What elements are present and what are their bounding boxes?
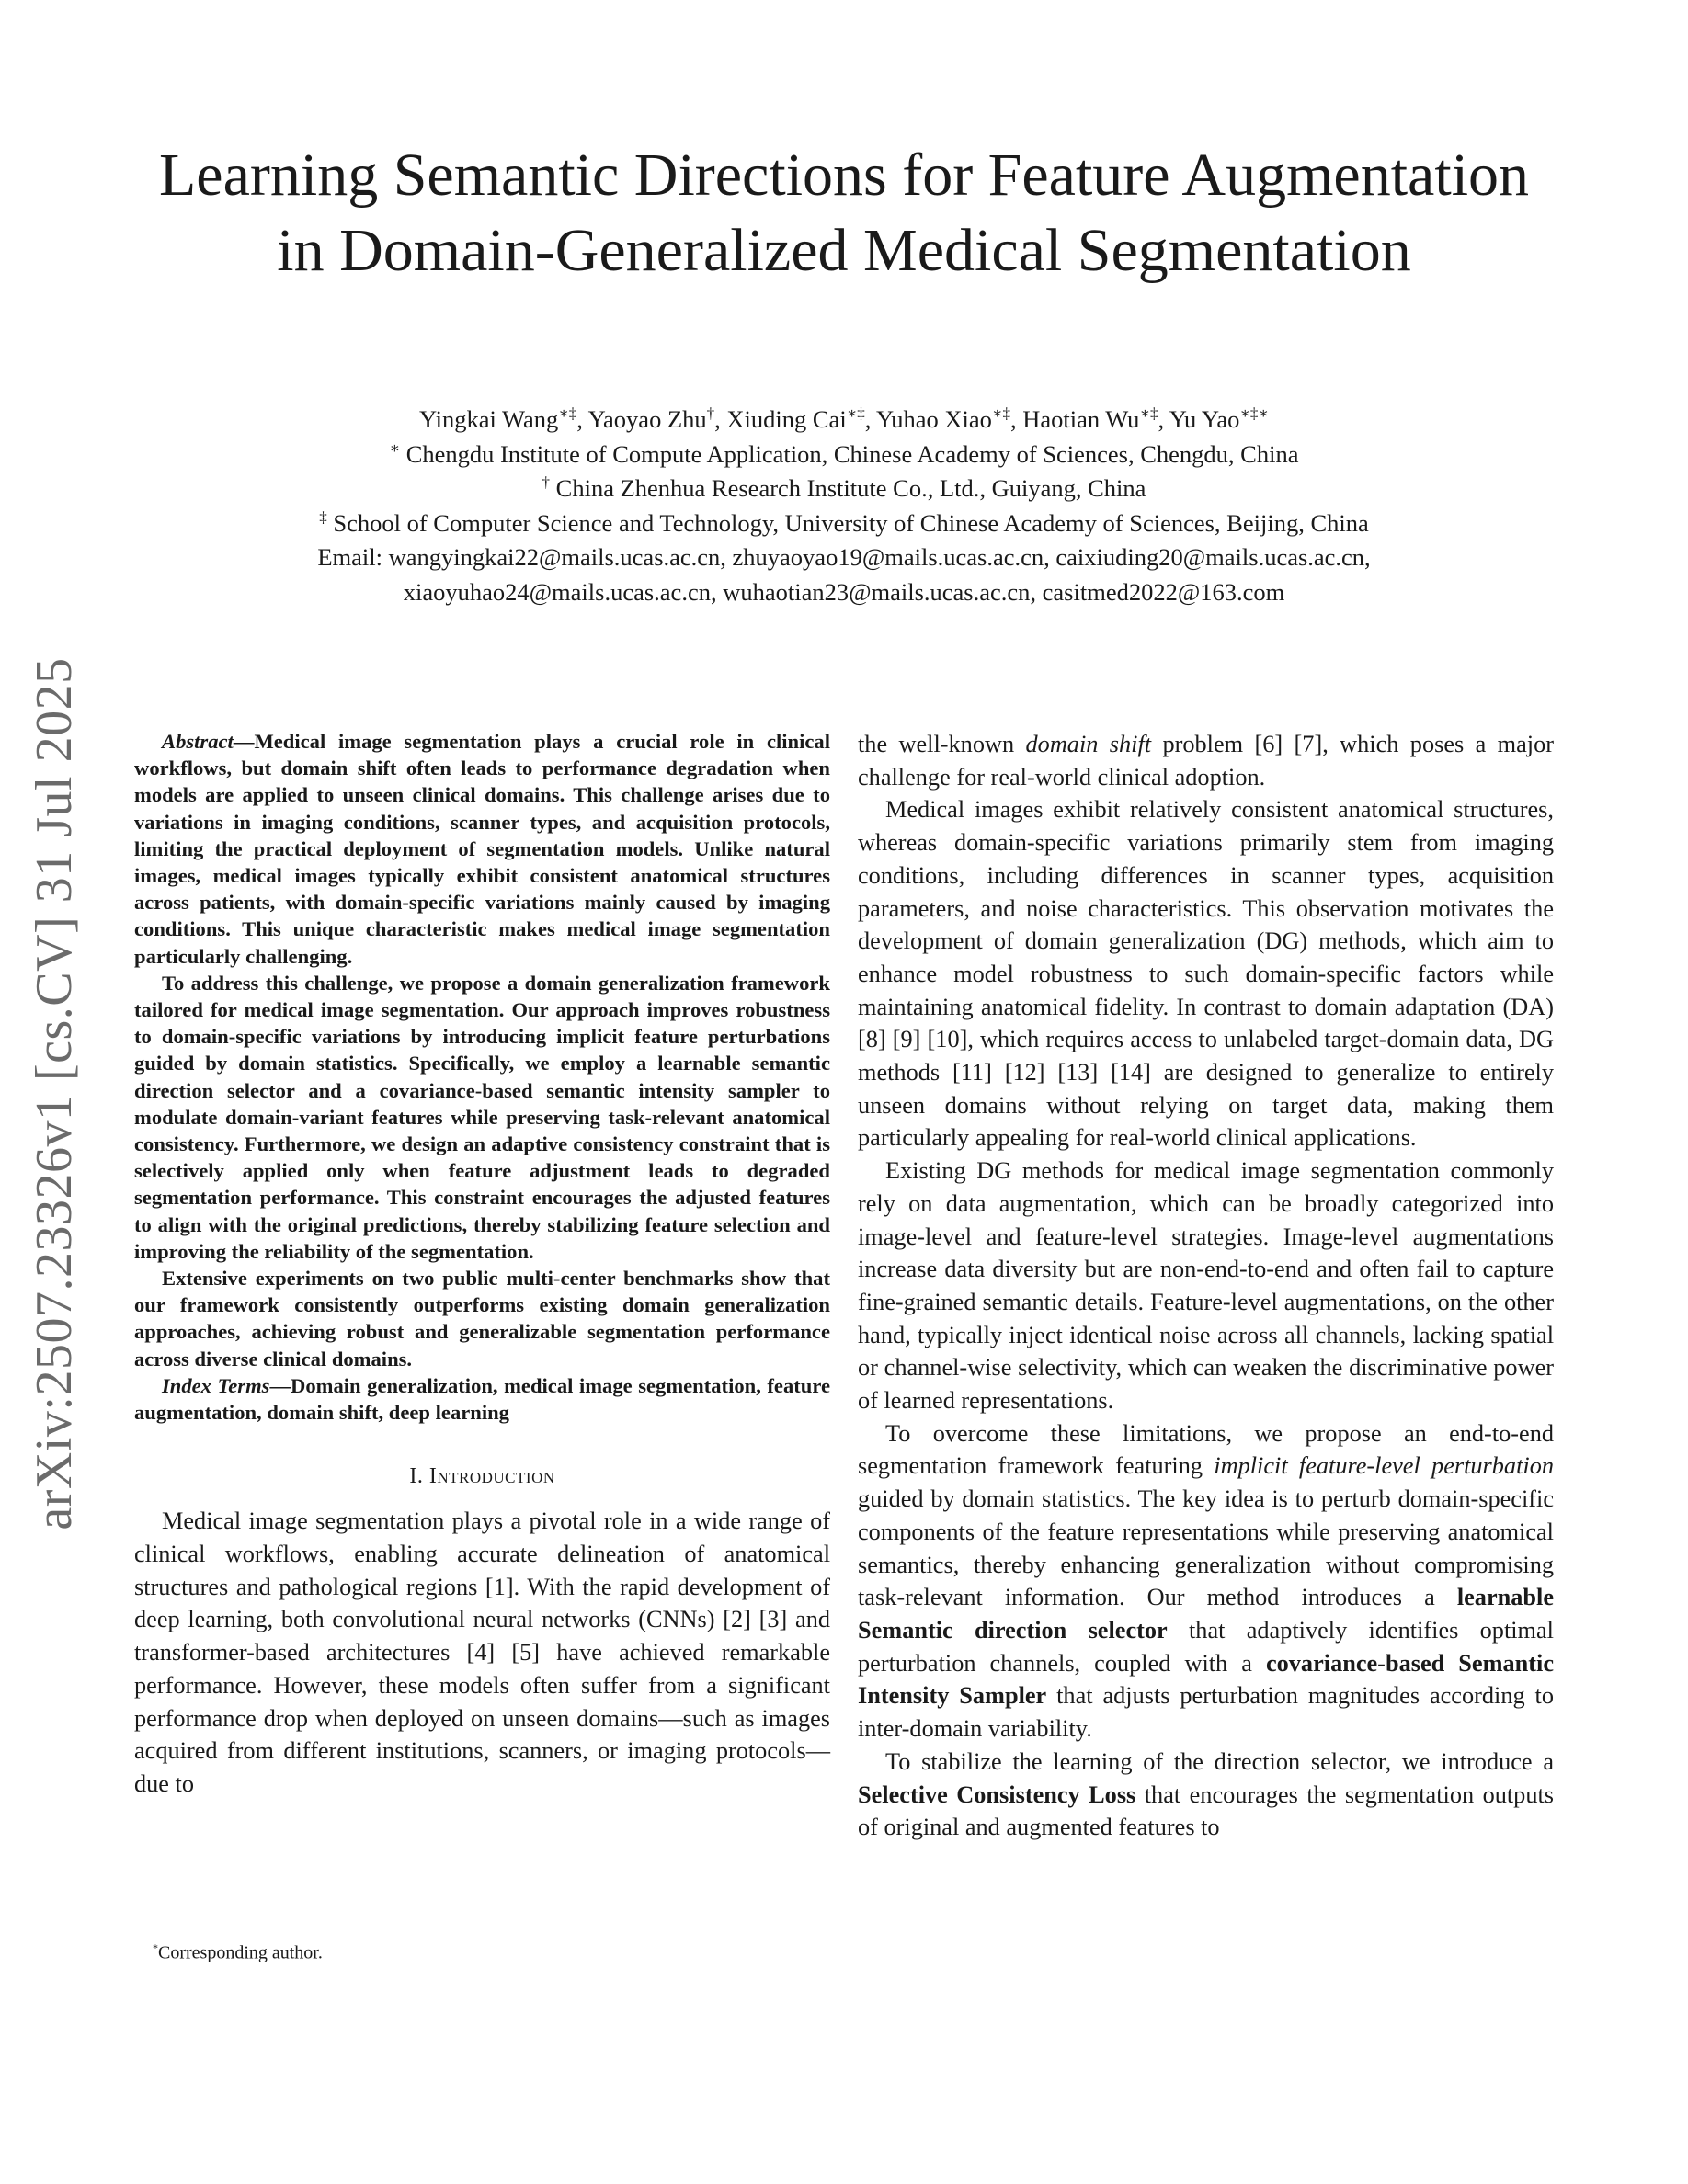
author-names: Yingkai Wang∗‡, Yaoyao Zhu†, Xiuding Cai∗‡, Yuhao Xiao∗‡, Haotian Wu∗‡, Yu Yao∗‡∗ [419, 404, 1269, 433]
author-name: Yingkai Wang [419, 405, 559, 433]
footnote: *Corresponding author. [153, 1941, 323, 1963]
left-column [134, 728, 830, 1801]
arxiv-sidebar [4, 588, 105, 1599]
abstract-paragraph: To address this challenge, we propose a domain generalization framework tailored for medical image segmentation. Our approach improves robustness to domain-specific variations by introducing implicit feature perturbations guided by domain statistics. Specifically, we employ a learnable semantic direction selector and a covariance-based semantic intensity sampler to modulate domain-variant features while preserving task-relevant anatomical consistency. Furthermore, we design an adaptive consistency constraint that is selectively applied only when feature adjustment leads to degraded segmentation performance. This constraint encourages the adjusted features to align with the original predictions, thereby stabilizing feature selection and improving the reliability of the segmentation. [134, 971, 830, 1263]
body-paragraph: To stabilize the learning of the direction selector, we introduce a Selective Consistency Loss that encourages the segmentation outputs of original and augmented features to [858, 1747, 1555, 1841]
author-name: Yu Yao [1169, 405, 1240, 433]
body-paragraph: Existing DG methods for medical image segmentation commonly rely on data augmentation, which can be broadly categorized into image-level and feature-level strategies. Image-level augmentations increase data diversity but are non-end-to-end and often fail to capture fine-grained semantic details. Feature-level augmentations, on the other hand, typically inject identical noise across all channels, lacking spatial or channel-wise selectivity, which can weaken the discriminative power of learned representations. [858, 1157, 1554, 1415]
abstract-paragraph: Abstract—Medical image segmentation plays a crucial role in clinical workflows, but domain shift often leads to performance degradation when models are applied to unseen clinical domains. This challenge arises due to variations in imaging conditions, scanner types, and acquisition protocols, limiting the practical deployment of segmentation models. Unlike natural images, medical images typically exhibit consistent anatomical structures across patients, with domain-specific variations mainly caused by imaging conditions. This unique characteristic makes medical image segmentation particularly challenging. [134, 730, 830, 968]
author-name: Xiuding Cai [726, 405, 847, 433]
section-heading: I. Introduction [409, 1464, 555, 1489]
body-paragraph: To overcome these limitations, we propose an end-to-end segmentation framework featuring implicit feature-level perturbation guided by domain statistics. The key idea is to perturb domain-specific components of the feature representations while preserving anatomical semantics, thereby enhancing generalization without compromising task-relevant information. Our method introduces a learnable Semantic direction selector that adaptively identifies optimal perturbation channels, coupled with a covariance-based Semantic Intensity Sampler that adjusts perturbation magnitudes according to inter-domain variability. [858, 1419, 1554, 1743]
email-line: Email: wangyingkai22@mails.ucas.ac.cn, zhuyaoyao19@mails.ucas.ac.cn, caixiuding20@mails.ucas.ac.cn, [317, 543, 1371, 571]
body-paragraph: Medical images exhibit relatively consistent anatomical structures, whereas domain-specific variations primarily stem from imaging conditions, including differences in scanner types, acquisition parameters, and noise characteristics. This observation motivates the development of domain generalization (DG) methods, which aim to enhance model robustness to such domain-specific factors while maintaining anatomical fidelity. In contrast to domain adaptation (DA) [8] [9] [10], which requires access to unlabeled target-domain data, DG methods [11] [12] [13] [14] are designed to generalize to entirely unseen domains without relying on target data, making them particularly appealing for real-world clinical applications. [858, 796, 1554, 1152]
author-name: Yaoyao Zhu [587, 405, 707, 433]
author-name: Haotian Wu [1022, 405, 1140, 433]
email-line: xiaoyuhao24@mails.ucas.ac.cn, wuhaotian23@mails.ucas.ac.cn, casitmed2022@163.com [403, 577, 1285, 606]
index-terms-label: Index Terms [162, 1373, 270, 1397]
abstract-paragraph: Extensive experiments on two public multi-center benchmarks show that our framework consistently outperforms existing domain generalization approaches, achieving robust and generalizable segmentation performance across diverse clinical domains. [134, 1267, 830, 1371]
right-column [858, 728, 1554, 1844]
paper-title: Learning Semantic Directions for Feature Augmentation in Domain-Generalized Medical Segmentation [158, 142, 1530, 284]
body-paragraph: the well-known domain shift problem [6] [7], which poses a major challenge for real-world clinical adoption. [858, 731, 1555, 791]
arxiv-identifier: arXiv:2507.23326v1 [cs.CV] 31 Jul 2025 [26, 657, 83, 1530]
abstract-label: Abstract [162, 730, 234, 753]
index-terms: Index Terms—Domain generalization, medical image segmentation, feature augmentation, domain shift, deep learning [134, 1373, 830, 1425]
affiliation: ‡ School of Computer Science and Technology, University of Chinese Academy of Sciences, Beijing, China [319, 507, 1369, 537]
intro-paragraph: Medical image segmentation plays a pivotal role in a wide range of clinical workflows, enabling accurate delineation of anatomical structures and pathological regions [1]. With the rapid development of deep learning, both convolutional neural networks (CNNs) [2] [3] and transformer-based architectures [4] [5] have achieved remarkable performance. However, these models often suffer from a significant performance drop when deployed on unseen domains—such as images acquired from different institutions, scanners, or imaging protocols—due to [134, 1507, 830, 1797]
author-name: Yuhao Xiao [876, 405, 992, 433]
affiliation: † China Zhenhua Research Institute Co., Ltd., Guiyang, China [542, 473, 1146, 502]
author-block [147, 403, 1541, 609]
abstract [134, 728, 830, 1426]
affiliation: ∗ Chengdu Institute of Compute Application, Chinese Academy of Sciences, Chengdu, China [389, 438, 1299, 468]
